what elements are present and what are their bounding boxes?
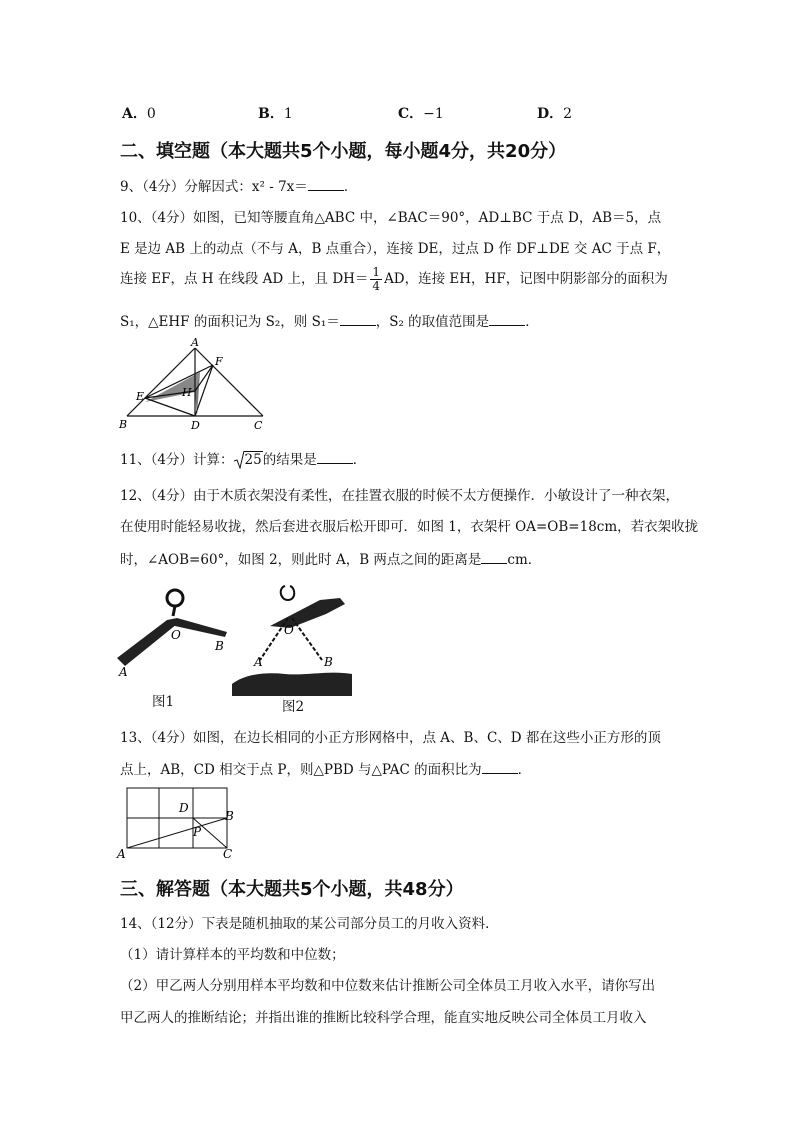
answer-blank[interactable] (482, 759, 518, 774)
q12-figure-2-hanger-folded (230, 578, 355, 698)
q12-line-3: 时，∠AOB=60°，如图 2，则此时 A，B 两点之间的距离是 cm． (120, 549, 541, 570)
svg-text:A: A (119, 665, 128, 679)
q10-line-2: E 是边 AB 上的动点（不与 A，B 点重合），连接 DE，过点 D 作 DF⊥DE 交 AC 于点 F， (120, 241, 671, 257)
svg-text:D: D (179, 801, 189, 815)
svg-text:F: F (215, 355, 223, 368)
svg-text:B: B (225, 809, 234, 823)
svg-text:P: P (193, 825, 202, 839)
q13-line-1: 13、（4分）如图，在边长相同的小正方形网格中，点 A、B、C、D 都在这些小正方形的顶 (120, 730, 661, 746)
choice-b: B．1 (258, 106, 293, 122)
square-root: 25 (234, 450, 263, 470)
svg-text:O: O (171, 628, 181, 642)
shaded-region (145, 372, 200, 402)
section-heading-solve: 三、解答题（本大题共5个小题，共48分） (120, 879, 464, 900)
q13-grid-figure (115, 784, 245, 860)
svg-text:A: A (254, 655, 263, 669)
svg-text:C: C (223, 847, 233, 860)
answer-blank[interactable] (489, 311, 525, 326)
answer-blank[interactable] (340, 311, 376, 326)
choice-d: D．2 (537, 106, 573, 122)
q13-line-2: 点上，AB，CD 相交于点 P，则△PBD 与△PAC 的面积比为 ． (120, 759, 531, 780)
svg-text:H: H (182, 386, 192, 399)
svg-text:C: C (254, 419, 263, 432)
answer-blank[interactable] (308, 176, 344, 191)
q12-line-2: 在使用时能轻易收拢，然后套进衣服后松开即可．如图 1，衣架杆 OA=OB=18cm，若衣架收拢 (120, 519, 699, 535)
q10-triangle-figure (115, 336, 275, 432)
fraction-one-quarter: $\frac{1}{4}$ (372, 265, 381, 293)
svg-text:B: B (119, 418, 128, 431)
q10-line-1: 10、（4分）如图，已知等腰直角△ABC 中，∠BAC＝90°，AD⊥BC 于点 D，AB＝5，点 (120, 210, 662, 226)
question-9: 9、（4分）分解因式：x² - 7x＝ ． (120, 176, 357, 197)
q10-line-4: S₁，△EHF 的面积记为 S₂，则 S₁＝ ，S₂ 的取值范围是 ． (120, 311, 539, 332)
svg-text:B: B (324, 655, 333, 669)
q14-line-1: 14、（12分）下表是随机抽取的某公司部分员工的月收入资料． (120, 916, 499, 932)
svg-text:A: A (191, 336, 199, 349)
svg-text:E: E (136, 390, 145, 403)
q9-text: 9、（4分）分解因式：x² - 7x＝ (120, 179, 308, 195)
choice-c: C．−1 (398, 106, 444, 122)
q10-line-3: 连接 EF，点 H 在线段 AD 上，且 DH＝ $\frac{1}{4}$ AD，连接 EH，HF，记图中阴影部分的面积为 (120, 265, 668, 293)
answer-blank[interactable] (481, 549, 507, 564)
q12-line-1: 12、（4分）由于木质衣架没有柔性，在挂置衣服的时候不太方便操作．小敏设计了一种衣架， (120, 488, 680, 504)
svg-text:O: O (284, 623, 294, 637)
question-11: 11、（4分）计算： 25的结果是 ． (120, 449, 366, 470)
figure-2-caption: 图2 (282, 699, 305, 715)
svg-text:A: A (117, 847, 126, 860)
q14-line-3: （2）甲乙两人分别用样本平均数和中位数来估计推断公司全体员工月收入水平，请你写出 (120, 978, 656, 994)
section-heading-fill-blank: 二、填空题（本大题共5个小题，每小题4分，共20分） (120, 141, 567, 162)
q12-figure-1-hanger (115, 580, 240, 680)
svg-text:D: D (191, 419, 200, 432)
svg-text:B: B (215, 639, 224, 653)
answer-blank[interactable] (317, 449, 353, 464)
figure-1-caption: 图1 (152, 694, 175, 710)
q14-line-2: （1）请计算样本的平均数和中位数； (120, 947, 345, 963)
choice-a: A．0 (122, 106, 156, 122)
q14-line-4: 甲乙两人的推断结论；并指出谁的推断比较科学合理，能直实地反映公司全体员工月收入 (120, 1010, 647, 1026)
